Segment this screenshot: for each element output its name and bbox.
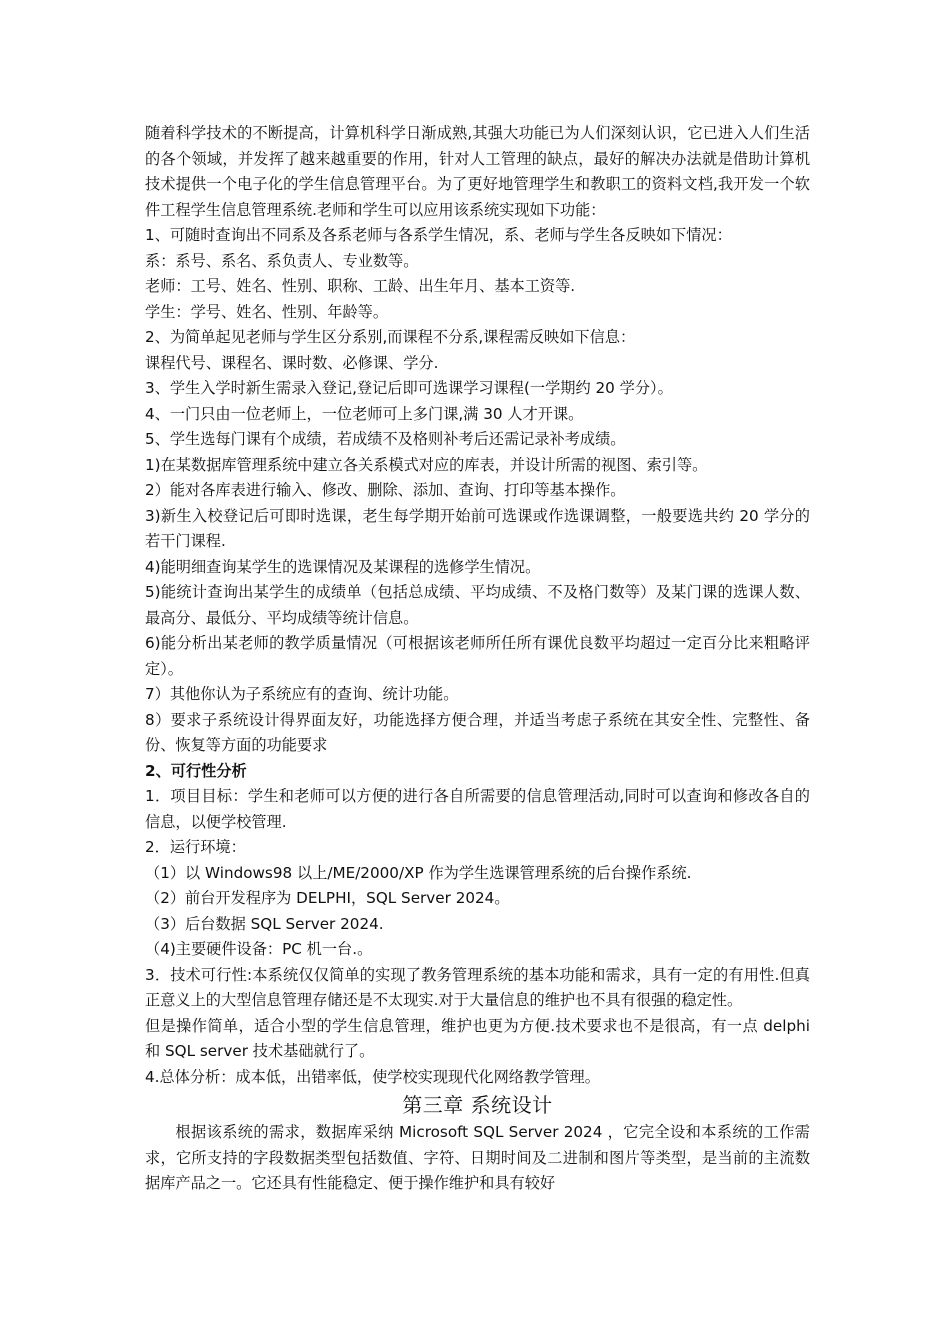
body-paragraph: （4)主要硬件设备：PC 机一台.。 bbox=[145, 940, 373, 958]
body-paragraph: （2）前台开发程序为 DELPHI，SQL Server 2024。 bbox=[145, 889, 510, 907]
body-paragraph: 4.总体分析：成本低，出错率低，使学校实现现代化网络教学管理。 bbox=[145, 1067, 600, 1086]
body-paragraph: 5、学生选每门课有个成绩，若成绩不及格则补考后还需记录补考成绩。 bbox=[145, 430, 626, 448]
body-paragraph: 系：系号、系名、系负责人、专业数等。 bbox=[145, 251, 419, 270]
body-paragraph: 1．项目目标：学生和老师可以方便的进行各自所需要的信息管理活动,同时可以查询和修改各自的信息，以便学校管理. bbox=[145, 787, 810, 831]
body-paragraph: 3、学生入学时新生需录入登记,登记后即可选课学习课程(一学期约 20 学分）。 bbox=[145, 379, 673, 397]
body-paragraph: 2．运行环境： bbox=[145, 838, 246, 856]
body-paragraph: 2）能对各库表进行输入、修改、删除、添加、查询、打印等基本操作。 bbox=[145, 481, 626, 499]
body-paragraph: 6)能分析出某老师的教学质量情况（可根据该老师所任所有课优良数平均超过一定百分比来粗略评定）。 bbox=[145, 634, 810, 678]
body-paragraph: 随着科学技术的不断提高，计算机科学日渐成熟,其强大功能已为人们深刻认识，它已进入人们生活的各个领域，并发挥了越来越重要的作用，针对人工管理的缺点，最好的解决办法就是借助计算机技术提供一个电子化的学生信息管理平台。为了更好地管理学生和教职工的资料文档,我开发一个软件工程学生信息管理系统.老师和学生可以应用该系统实现如下功能： bbox=[145, 124, 810, 219]
body-paragraph: 5)能统计查询出某学生的成绩单（包括总成绩、平均成绩、不及格门数等）及某门课的选课人数、最高分、最低分、平均成绩等统计信息。 bbox=[145, 583, 810, 627]
body-paragraph: 1)在某数据库管理系统中建立各关系模式对应的库表，并设计所需的视图、索引等。 bbox=[145, 455, 708, 474]
body-paragraph: 课程代号、课程名、课时数、必修课、学分. bbox=[145, 353, 439, 372]
document-body bbox=[145, 121, 810, 1197]
body-paragraph: 学生：学号、姓名、性别、年龄等。 bbox=[145, 302, 388, 321]
body-paragraph: 3)新生入校登记后可即时选课，老生每学期开始前可选课或作选课调整，一般要选共约 20 学分的若干门课程. bbox=[145, 506, 810, 550]
section-heading: 2、可行性分析 bbox=[145, 761, 247, 780]
chapter-heading: 第三章 系统设计 bbox=[402, 1093, 553, 1117]
paragraph-list bbox=[145, 121, 810, 1090]
body-paragraph: 但是操作简单，适合小型的学生信息管理，维护也更为方便.技术要求也不是很高，有一点 delphi 和 SQL server 技术基础就行了。 bbox=[145, 1016, 810, 1060]
final-paragraph: 根据该系统的需求，数据库采纳 Microsoft SQL Server 2024 ，它完全设和本系统的工作需求，它所支持的字段数据类型包括数值、字符、日期时间及二进制和图片等类型，是当前的主流数据库产品之一。它还具有性能稳定、便于操作维护和具有较好 bbox=[145, 1123, 810, 1192]
body-paragraph: 3．技术可行性:本系统仅仅简单的实现了教务管理系统的基本功能和需求，具有一定的有用性.但真正意义上的大型信息管理存储还是不太现实.对于大量信息的维护也不具有很强的稳定性。 bbox=[145, 965, 810, 1009]
body-paragraph: 1、可随时查询出不同系及各系老师与各系学生情况，系、老师与学生各反映如下情况： bbox=[145, 226, 732, 244]
body-paragraph: 8）要求子系统设计得界面友好，功能选择方便合理，并适当考虑子系统在其安全性、完整性、备份、恢复等方面的功能要求 bbox=[145, 710, 810, 754]
body-paragraph: 2、为简单起见老师与学生区分系别,而课程不分系,课程需反映如下信息： bbox=[145, 328, 636, 346]
body-paragraph: 7）其他你认为子系统应有的查询、统计功能。 bbox=[145, 685, 459, 703]
body-paragraph: 老师：工号、姓名、性别、职称、工龄、出生年月、基本工资等. bbox=[145, 277, 576, 295]
body-paragraph: 4、一门只由一位老师上，一位老师可上多门课,满 30 人才开课。 bbox=[145, 404, 584, 423]
body-paragraph: （3）后台数据 SQL Server 2024. bbox=[145, 914, 384, 933]
body-paragraph: （1）以 Windows98 以上/ME/2000/XP 作为学生选课管理系统的后台操作系统. bbox=[145, 863, 692, 882]
body-paragraph: 4)能明细查询某学生的选课情况及某课程的选修学生情况。 bbox=[145, 557, 541, 576]
